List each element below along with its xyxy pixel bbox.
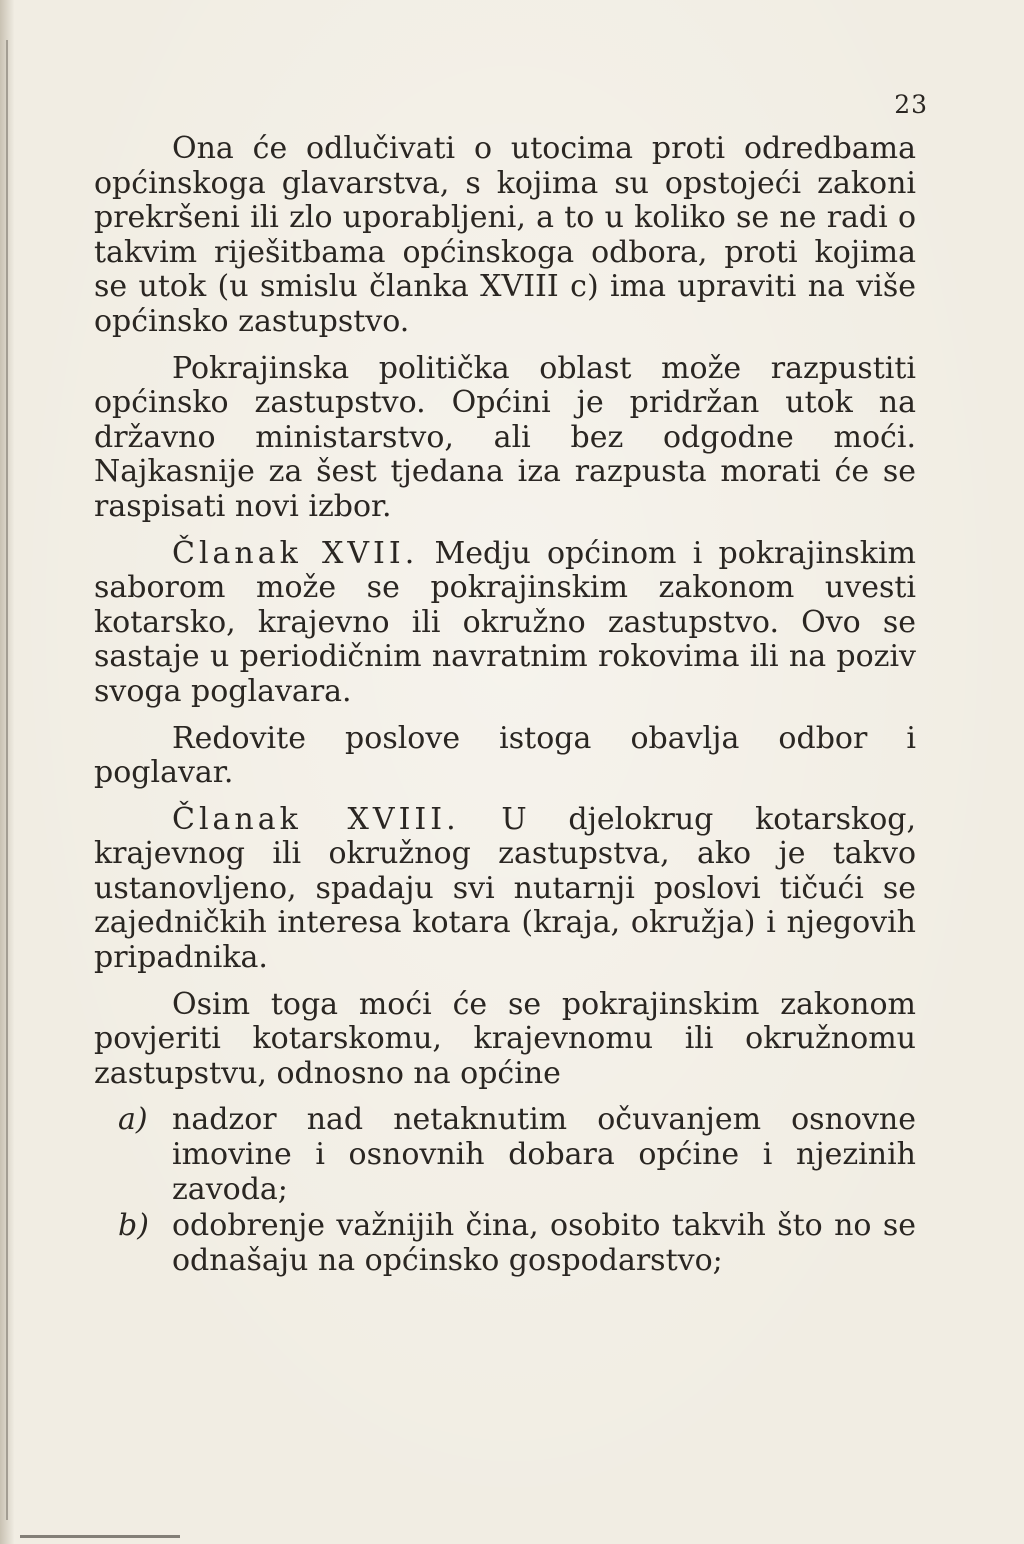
- list-item: [94, 1103, 916, 1207]
- item-text: nadzor nad netaknutim očuvanjem osnovne imovine i osnovnih dobara općine i njezinih zavoda;: [172, 1102, 916, 1207]
- page-number: 23: [894, 90, 928, 119]
- article-18-heading: Članak XVIII.: [172, 801, 460, 837]
- binding-line: [6, 40, 8, 1520]
- paragraph-article-18: [94, 803, 916, 976]
- item-list: [94, 1103, 916, 1278]
- item-label: b): [118, 1208, 149, 1244]
- body-text: [94, 132, 916, 1280]
- bottom-edge-mark: [20, 1535, 180, 1538]
- item-label: a): [118, 1102, 148, 1138]
- paragraph-4: Redovite poslove istoga obavlja odbor i poglavar.: [94, 720, 916, 791]
- article-17-heading: Članak XVII.: [172, 535, 419, 571]
- article-17-text: Medju općinom i pokrajinskim saborom može se pokrajinskim zakonom uvesti kotarsko, krajevno ili okružno zastupstvo. Ovo se sastaje u periodičnim navratnim rokovima ili na poziv svoga poglavara.: [94, 535, 916, 709]
- list-item: [94, 1209, 916, 1278]
- paragraph-1: Ona će odlučivati o utocima proti odredbama općinskoga glavarstva, s kojima su opstojeći zakoni prekršeni ili zlo uporabljeni, a to u koliko se ne radi o takvim riješitbama općinskoga odbora, proti kojima se utok (u smislu članka XVIII c) ima upraviti na više općinsko zastupstvo.: [94, 131, 916, 339]
- article-18-text: U djelokrug kotarskog, krajevnog ili okružnog zastupstva, ako je takvo ustanovljeno, spadaju svi nutarnji poslovi tičući se zajedničkih interesa kotara (kraja, okružja) i njegovih pripadnika.: [94, 801, 917, 976]
- paragraph-article-17: [94, 537, 916, 710]
- item-text: odobrenje važnijih čina, osobito takvih što no se odnašaju na općinsko gospodarstvo;: [172, 1208, 916, 1278]
- paragraph-6: Osim toga moći će se pokrajinskim zakonom povjeriti kotarskomu, krajevnomu ili okružnomu zastupstvu, odnosno na općine: [94, 986, 916, 1091]
- paragraph-2: Pokrajinska politička oblast može razpustiti općinsko zastupstvo. Općini je pridržan utok na državno ministarstvo, ali bez odgodne moći. Najkasnije za šest tjedana iza razpusta morati će se raspisati novi izbor.: [94, 350, 916, 524]
